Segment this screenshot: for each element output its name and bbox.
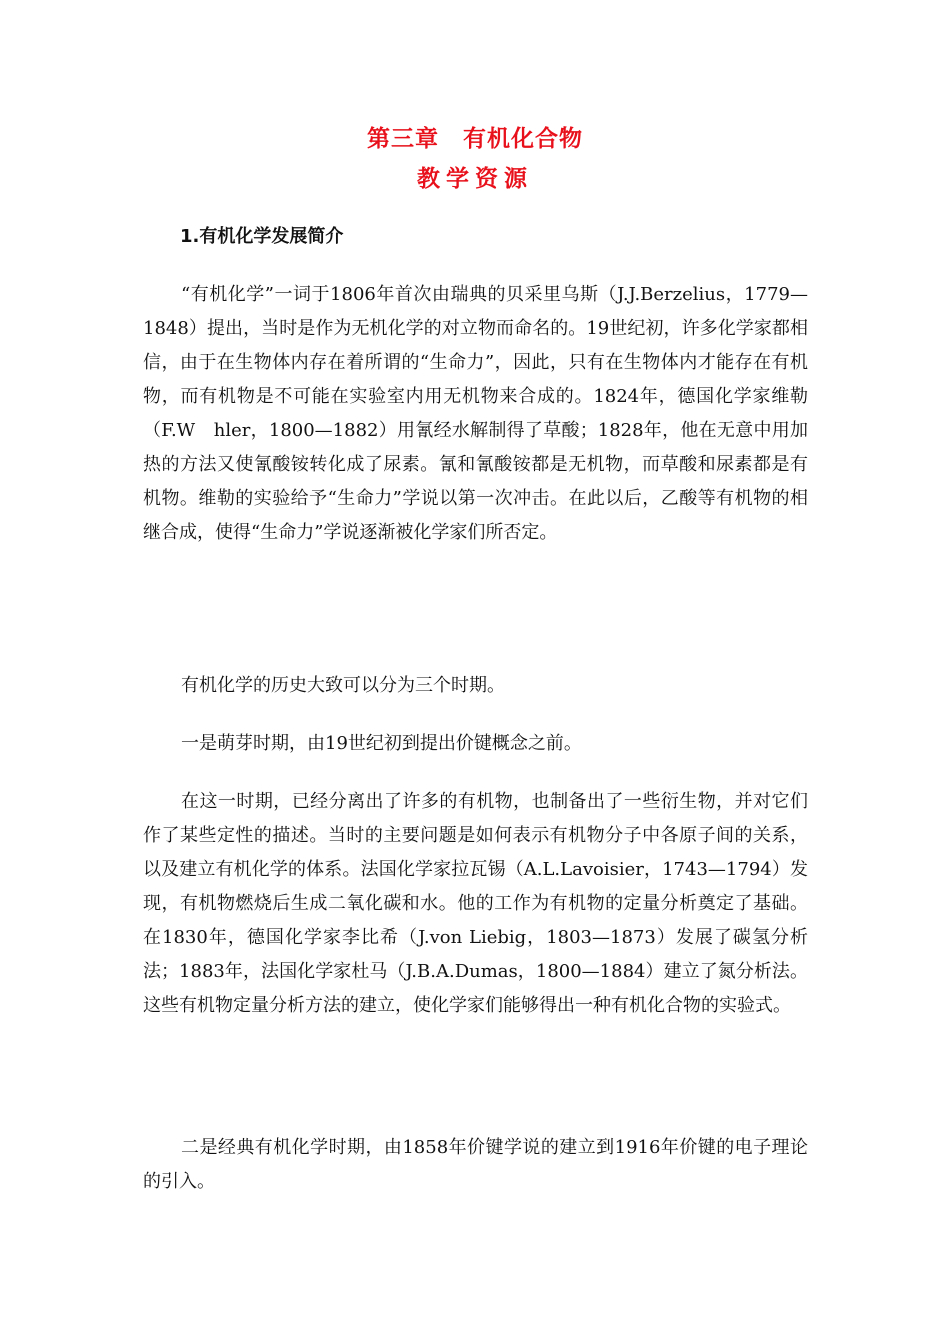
chapter-title: 第三章 有机化合物 bbox=[367, 126, 583, 152]
paragraph-1: “有机化学”一词于1806年首次由瑞典的贝采里乌斯（J.J.Berzelius，1779—1848）提出，当时是作为无机化学的对立物而命名的。19世纪初，许多化学家都相信，由于在生物体内存在着所谓的“生命力”，因此，只有在生物体内才能存在有机物，而有机物是不可能在实验室内用无机物来合成的。1824年，德国化学家维勒（F.W hler，1800—1882）用氰经水解制得了草酸；1828年，他在无意中用加热的方法又使氰酸铵转化成了尿素。氰和氰酸铵都是无机物，而草酸和尿素都是有机物。维勒的实验给予“生命力”学说以第一次冲击。在此以后，乙酸等有机物的相继合成，使得“生命力”学说逐渐被化学家们所否定。 bbox=[143, 284, 808, 543]
paragraph-4: 在这一时期，已经分离出了许多的有机物，也制备出了一些衍生物，并对它们作了某些定性的描述。当时的主要问题是如何表示有机物分子中各原子间的关系，以及建立有机化学的体系。法国化学家拉瓦锡（A.L.Lavoisier，1743—1794）发现，有机物燃烧后生成二氧化碳和水。他的工作为有机物的定量分析奠定了基础。在1830年，德国化学家李比希（J.von Liebig，1803—1873）发展了碳氢分析法；1883年，法国化学家杜马（J.B.A.Dumas，1800—1884）建立了氮分析法。这些有机物定量分析方法的建立，使化学家们能够得出一种有机化合物的实验式。 bbox=[143, 791, 808, 1016]
paragraph-5: 二是经典有机化学时期，由1858年价键学说的建立到1916年价键的电子理论的引入。 bbox=[143, 1137, 808, 1192]
paragraph-3: 一是萌芽时期，由19世纪初到提出价键概念之前。 bbox=[181, 733, 582, 754]
chapter-subtitle: 教学资源 bbox=[417, 166, 533, 192]
section-heading: 1.有机化学发展简介 bbox=[180, 226, 344, 247]
paragraph-2: 有机化学的历史大致可以分为三个时期。 bbox=[181, 675, 505, 696]
